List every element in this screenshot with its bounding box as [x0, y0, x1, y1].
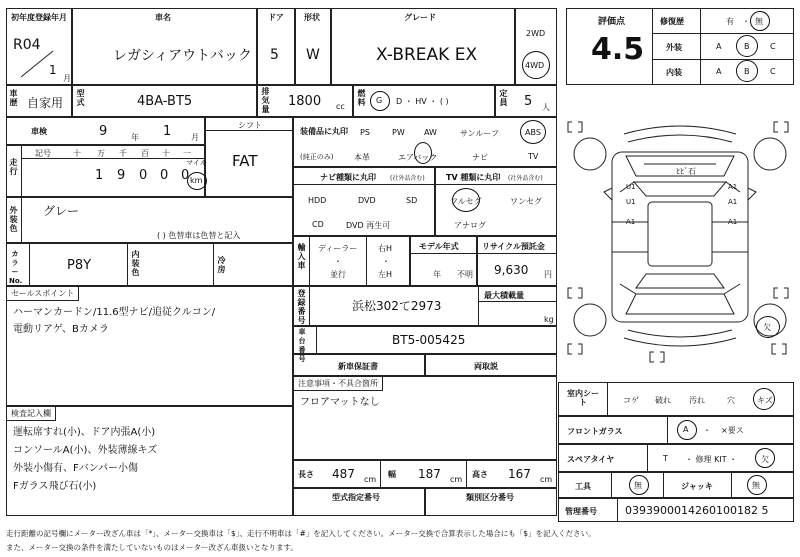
- shaken-cell: [6, 117, 205, 145]
- mgmt-row: [558, 498, 794, 522]
- navi-hdd: HDD: [308, 196, 327, 205]
- diagram-mark-a1-rear: A1: [728, 198, 738, 206]
- notes-cell: [293, 376, 557, 460]
- capacity-label: 定員: [499, 89, 508, 107]
- shape-label: 形状: [304, 13, 320, 22]
- usage-value: 自家用: [27, 96, 64, 110]
- type-designation-label: 型式指定番号: [332, 493, 380, 502]
- cooler-label: 冷房: [217, 256, 226, 274]
- capacity-value: 5: [524, 94, 533, 109]
- spare-label: スペアタイヤ: [567, 455, 615, 464]
- tv-type-sub: (社外品含む): [508, 175, 543, 182]
- grade-cell: [331, 8, 515, 85]
- recycle-value: 9,630: [494, 263, 529, 277]
- category-cell: [425, 488, 557, 516]
- mileage-digit: 0: [139, 168, 148, 183]
- inspector-line-1: 運転席すれ(小)、ドア内張A(小): [13, 427, 156, 438]
- equipment-ps: PS: [360, 128, 370, 137]
- shaken-year: 9: [99, 124, 108, 139]
- rating-value: 4.5: [591, 32, 645, 67]
- footer-line-1: 走行距離の記号欄にメーター改ざん車は「*」、メーター交換車は「$」、走行不明車は「#」を記入してください。メーター交換で合算表示した場合にも「$」を記入ください。: [6, 529, 596, 538]
- registration-label: 登録番号: [297, 289, 306, 325]
- seat-scratch: キズ: [757, 396, 773, 405]
- spare-row: [558, 444, 794, 472]
- equipment-abs: ABS: [525, 128, 541, 137]
- import-parallel: 並行: [330, 270, 346, 279]
- seat-tear: 破れ: [655, 396, 671, 405]
- color-note: ( ) 色替車は色替と記入: [157, 231, 241, 240]
- import-cell: [293, 236, 410, 286]
- exterior-label: 外装: [666, 43, 682, 52]
- diagram-mark-u1-rear: U1: [626, 198, 636, 206]
- width-cm: cm: [450, 475, 463, 484]
- diagram-mark-a1-right: A1: [728, 218, 738, 226]
- mileage-header: 十: [162, 149, 170, 158]
- registration-cell: [293, 286, 557, 326]
- shaken-month-unit: 月: [191, 133, 199, 142]
- color-label: 外装色: [9, 206, 18, 233]
- usage-cell: [6, 85, 72, 117]
- recycle-label: リサイクル預託金: [482, 242, 545, 251]
- selling-points-label: セールスポイント: [7, 287, 79, 301]
- equipment-pw: PW: [392, 128, 405, 137]
- equipment-navi: ナビ: [472, 153, 488, 162]
- notes-label: 注意事項・不具合箇所: [294, 377, 383, 391]
- shaken-year-unit: 年: [131, 133, 139, 142]
- recycle-yen: 円: [544, 270, 552, 279]
- tools-label: 工具: [575, 482, 591, 491]
- repair-history-label: 修復歴: [660, 17, 684, 26]
- km-label: km: [190, 176, 203, 185]
- grade-value: X-BREAK EX: [376, 45, 478, 65]
- equipment-sunroof: サンルーフ: [460, 129, 499, 138]
- mileage-cell: [6, 145, 205, 197]
- car-name-cell: [72, 8, 257, 85]
- mileage-label: 走行: [9, 158, 18, 176]
- car-name-label: 車名: [155, 13, 171, 22]
- height-label: 高さ: [472, 470, 488, 479]
- fuel-label: 燃料: [357, 89, 366, 107]
- shaken-label: 車検: [31, 127, 47, 136]
- diagram-mark-a1-front: A1: [728, 183, 738, 191]
- new-car-warranty-label: 新車保証書: [338, 362, 378, 371]
- recycle-cell: [477, 236, 557, 286]
- registration-plate: 浜松302て2973: [352, 299, 442, 313]
- interior-label: 内装: [666, 68, 682, 77]
- spare-missing: 欠: [761, 455, 769, 464]
- manuals-cell: [425, 354, 557, 376]
- model-year-label: モデル年式: [419, 242, 459, 251]
- type-designation-cell: [293, 488, 425, 516]
- fuel-cell: [353, 85, 495, 117]
- warranty-cell: [293, 354, 425, 376]
- glass-row: [558, 416, 794, 444]
- tools-value: 無: [634, 481, 642, 490]
- interior-c: C: [770, 67, 776, 76]
- drive-4wd: 4WD: [525, 61, 545, 70]
- model-year-unknown: 不明: [457, 270, 473, 279]
- inspector-line-2: コンソールA(小)、外装薄線キズ: [13, 445, 158, 456]
- dimensions-cell: [293, 460, 557, 488]
- mileage-header: 十: [73, 149, 81, 158]
- equipment-label: 装備品に丸印: [300, 127, 348, 136]
- mileage-digit: 1: [95, 168, 104, 183]
- displacement-value: 1800: [288, 94, 322, 109]
- rating-label: 評価点: [598, 17, 626, 27]
- interior-color-label: 内装色: [131, 250, 140, 277]
- model-year-year: 年: [433, 270, 441, 279]
- fuel-g: G: [376, 96, 383, 105]
- import-dot-2: ・: [382, 257, 390, 266]
- equipment-tv: TV: [528, 152, 539, 161]
- capacity-unit: 人: [542, 103, 550, 112]
- mileage-digit: 0: [181, 168, 190, 183]
- mileage-header: 百: [141, 149, 149, 158]
- length-label: 長さ: [298, 470, 314, 479]
- equipment-aw: AW: [424, 128, 437, 137]
- first-registration-month-unit: 月: [63, 74, 71, 83]
- interior-b: B: [744, 67, 750, 76]
- interior-a: A: [716, 67, 722, 76]
- import-dot: ・: [334, 257, 342, 266]
- exterior-a: A: [716, 42, 722, 51]
- shift-label: シフト: [238, 121, 262, 130]
- first-registration-cell: [6, 8, 72, 85]
- selling-points-line-2: 電動リアゲ、Bカメラ: [13, 324, 109, 335]
- displacement-cc: cc: [336, 102, 345, 111]
- mgmt-label: 管理番号: [565, 507, 597, 516]
- inspector-cell: [6, 406, 293, 516]
- displacement-label: 排気量: [261, 87, 270, 114]
- navi-type-sub: (社外品含む): [390, 175, 425, 182]
- inspector-line-3: 外装小傷有、Fバンパー小傷: [13, 463, 139, 474]
- tv-analog: アナログ: [454, 221, 486, 230]
- tv-oneseg: ワンセグ: [510, 197, 542, 206]
- seat-label: 室内シート: [567, 389, 599, 407]
- color-value: グレー: [43, 204, 80, 218]
- width-value: 187: [418, 467, 441, 481]
- glass-replace: ×要ス: [721, 426, 744, 435]
- color-code-label: カラーNo.: [9, 250, 23, 285]
- diagram-hand-note: ﾋﾋﾞ石: [676, 167, 696, 176]
- seat-row: [558, 382, 794, 416]
- max-load-kg: kg: [544, 315, 554, 324]
- spare-t: T: [663, 454, 668, 463]
- model-year-cell: [410, 236, 477, 286]
- length-value: 487: [332, 467, 355, 481]
- navi-sd: SD: [406, 196, 418, 205]
- model-cell: [72, 85, 257, 117]
- notes-value: フロアマットなし: [300, 397, 380, 408]
- repair-no: 無: [755, 17, 763, 26]
- equipment-airbag: エアバック: [398, 153, 438, 162]
- chassis-value: BT5-005425: [392, 333, 466, 347]
- import-right-h: 右H: [378, 244, 393, 253]
- glass-label: フロントガラス: [567, 427, 623, 436]
- navi-type-cell: [293, 167, 435, 236]
- height-value: 167: [508, 467, 531, 481]
- equipment-cell: [293, 117, 557, 167]
- shape-value: W: [306, 47, 320, 63]
- mileage-header: 万: [97, 149, 105, 158]
- door-cell: [257, 8, 295, 85]
- shift-cell: [205, 117, 293, 197]
- selling-points-cell: [6, 286, 293, 406]
- color-code-cell: [6, 243, 293, 286]
- tv-type-label: TV 種類に丸印: [446, 173, 501, 182]
- first-registration-slash: [17, 49, 57, 79]
- length-cm: cm: [364, 475, 377, 484]
- import-dealer: ディーラー: [318, 244, 358, 253]
- max-load-label: 最大積載量: [484, 291, 524, 300]
- exterior-c: C: [770, 42, 776, 51]
- navi-dvd: DVD: [358, 196, 376, 205]
- navi-dvd-play: DVD 再生可: [346, 221, 391, 230]
- shift-value: FAT: [232, 152, 258, 170]
- equipment-leather: 本革: [354, 153, 370, 162]
- drive-cell: [515, 8, 557, 85]
- door-label: ドア: [268, 13, 284, 22]
- mileage-header: 一: [183, 149, 191, 158]
- navi-cd: CD: [312, 220, 324, 229]
- mgmt-number: 0393900014260100182 5: [625, 504, 769, 517]
- equipment-sub: (純正のみ): [300, 153, 334, 161]
- tv-fullseg: フルセグ: [450, 197, 482, 206]
- fuel-other: D ・ HV ・ ( ): [396, 97, 449, 106]
- chassis-label: 車台番号: [298, 328, 306, 363]
- inspector-line-4: Fガラス飛び石(小): [13, 481, 97, 492]
- diagram-mark-a1-left: A1: [626, 218, 636, 226]
- mile-label: マイル: [186, 159, 207, 167]
- mileage-header-kigou: 記号: [35, 149, 51, 158]
- seat-hole: 穴: [727, 396, 735, 405]
- jack-label: ジャッキ: [681, 482, 713, 491]
- height-cm: cm: [540, 475, 553, 484]
- usage-label: 車歴: [9, 89, 18, 107]
- shape-cell: [295, 8, 331, 85]
- glass-a: A: [683, 425, 689, 434]
- car-name-value: レガシィアウトバック: [113, 48, 252, 64]
- navi-type-label: ナビ種類に丸印: [320, 173, 376, 182]
- glass-dot: ・: [703, 426, 711, 435]
- grade-label: グレード: [404, 13, 436, 22]
- width-label: 幅: [388, 470, 396, 479]
- category-label: 類別区分番号: [466, 493, 514, 502]
- model-value: 4BA-BT5: [137, 94, 193, 109]
- mileage-digit: 0: [160, 168, 169, 183]
- diagram-missing: 欠: [763, 323, 771, 332]
- seat-dirt: 汚れ: [689, 396, 705, 405]
- both-manuals-label: 両取説: [474, 362, 498, 371]
- first-registration-label: 初年度登録年月: [11, 13, 67, 22]
- drive-2wd: 2WD: [526, 29, 546, 38]
- jack-value: 無: [752, 481, 760, 490]
- mileage-digit: 9: [117, 168, 126, 183]
- tv-type-cell: [435, 167, 557, 236]
- color-cell: [6, 197, 293, 243]
- displacement-cell: [257, 85, 353, 117]
- first-registration-era: R04: [13, 37, 41, 53]
- exterior-b: B: [744, 42, 750, 51]
- inspector-label: 検査記入欄: [7, 407, 56, 421]
- selling-points-line-1: ハーマンカードン/11.6型ナビ/追従クルコン/: [13, 307, 216, 318]
- shaken-month: 1: [163, 124, 172, 139]
- repair-yes: 有: [726, 17, 734, 26]
- capacity-cell: [495, 85, 557, 117]
- model-label: 型式: [76, 89, 85, 107]
- mileage-header: 千: [119, 149, 127, 158]
- footer-line-2: また、メーター交換の条件を満たしていないものはメーター改ざん車扱いとなります。: [6, 543, 298, 552]
- import-label: 輸入車: [297, 243, 306, 270]
- diagram-mark-u1-front: U1: [626, 183, 636, 191]
- first-registration-month: 1: [49, 63, 57, 77]
- chassis-cell: [293, 326, 557, 363]
- seat-burn: コゲ: [623, 396, 639, 405]
- spare-kit: ・ 修理 KIT ・: [685, 455, 738, 464]
- tools-row: [558, 472, 794, 498]
- import-left-h: 左H: [378, 270, 393, 279]
- color-code-value: P8Y: [67, 258, 92, 273]
- door-value: 5: [270, 47, 279, 63]
